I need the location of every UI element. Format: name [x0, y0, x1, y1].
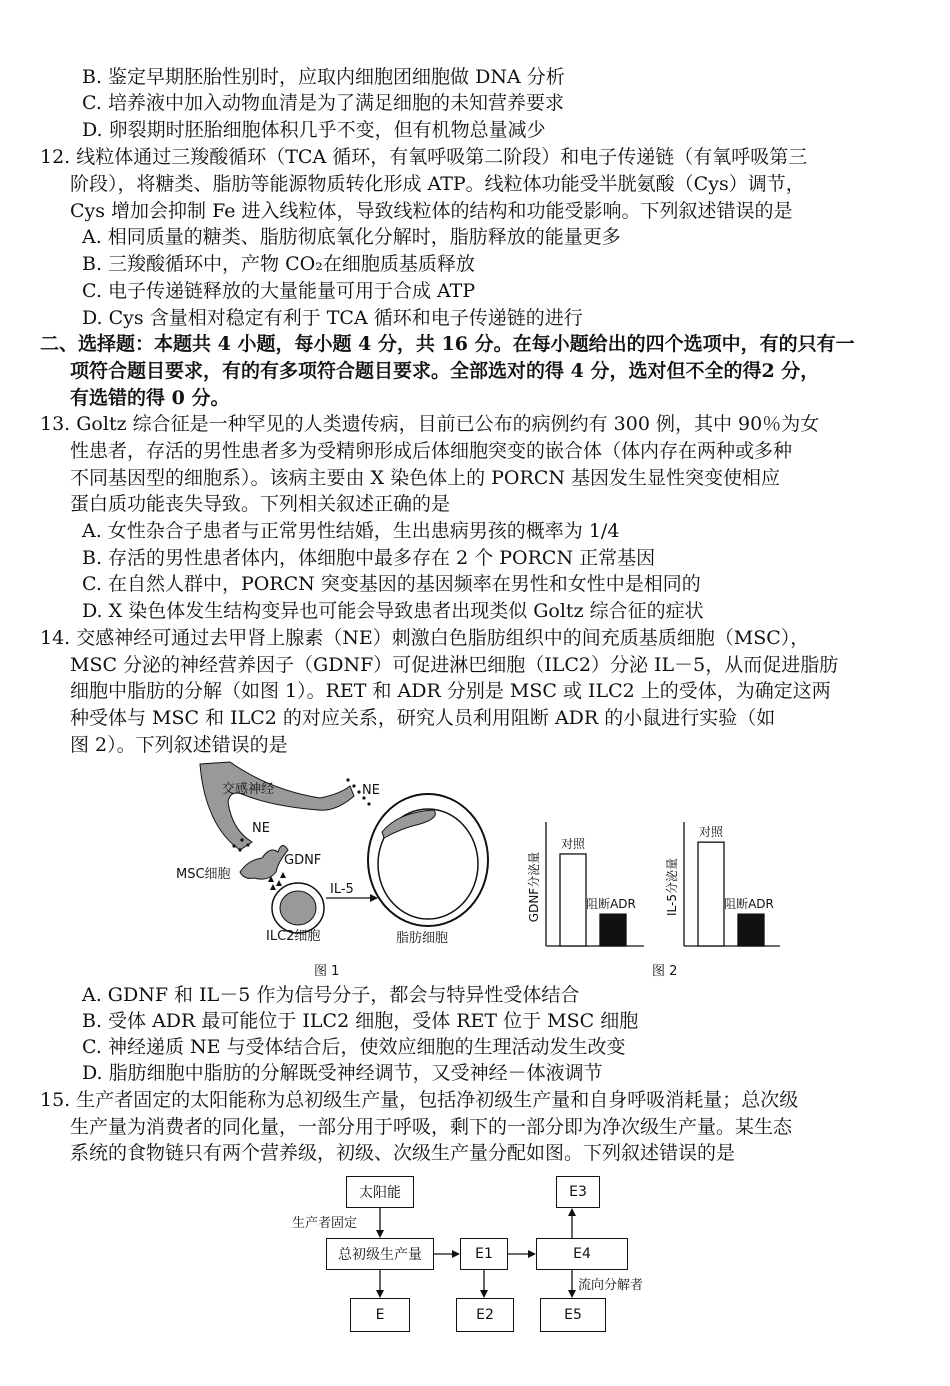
fat-cell-label: 脂肪细胞: [396, 931, 449, 946]
bar-label-block-adr: 阻断ADR: [724, 897, 774, 912]
q13-option-b: B. 存活的男性患者体内，体细胞中最多存在 2 个 PORCN 正常基因: [82, 547, 656, 569]
il5-label: IL-5: [330, 882, 354, 897]
figure-1-caption: 图 1: [314, 964, 340, 979]
flow-box-sun: 太阳能: [346, 1176, 414, 1208]
gdnf-label: GDNF: [284, 853, 322, 868]
ilc2-cell-nucleus: [280, 891, 316, 925]
q14-option-b: B. 受体 ADR 最可能位于 ILC2 细胞，受体 RET 位于 MSC 细胞: [82, 1010, 639, 1032]
flow-box-e4: E4: [536, 1238, 628, 1270]
q13-option-c: C. 在自然人群中，PORCN 突变基因的基因频率在男性和女性中是相同的: [82, 573, 701, 595]
flow-box-e1: E1: [460, 1238, 508, 1270]
q12-option-d: D. Cys 含量相对稳定有利于 TCA 循环和电子传递链的进行: [82, 307, 583, 329]
y-axis-label: IL-5分泌量: [665, 858, 679, 916]
q12-option-b: B. 三羧酸循环中，产物 CO₂在细胞质基质释放: [82, 253, 475, 275]
ilc2-cell-label: ILC2细胞: [266, 929, 321, 944]
q14-stem-line-5: 图 2）。下列叙述错误的是: [70, 734, 288, 756]
bar-control: [698, 842, 724, 946]
bar-block-adr: [738, 914, 764, 946]
bar-control: [560, 854, 586, 946]
flow-box-e5: E5: [540, 1298, 606, 1332]
q13-stem-line-3: 不同基因型的细胞系）。该病主要由 X 染色体上的 PORCN 基因发生显性突变使相应: [70, 467, 781, 489]
flow-label-producer-fix: 生产者固定: [292, 1216, 358, 1231]
q12-stem-line-3: Cys 增加会抑制 Fe 进入线粒体，导致线粒体的结构和功能受影响。下列叙述错误的是: [70, 200, 793, 222]
q14-stem-line-1: 14. 交感神经可通过去甲肾上腺素（NE）刺激白色脂肪组织中的间充质基质细胞（MSC），: [40, 627, 810, 649]
q11-option-b: B. 鉴定早期胚胎性别时，应取内细胞团细胞做 DNA 分析: [82, 66, 565, 88]
q14-stem-line-3: 细胞中脂肪的分解（如图 1）。RET 和 ADR 分别是 MSC 或 ILC2 上的受体，为确定这两: [70, 680, 831, 702]
flow-box-e2: E2: [456, 1298, 514, 1332]
q13-option-d: D. X 染色体发生结构变异也可能会导致患者出现类似 Goltz 综合征的症状: [82, 600, 704, 622]
q13-option-a: A. 女性杂合子患者与正常男性结婚，生出患病男孩的概率为 1/4: [82, 520, 620, 542]
flow-box-e: E: [350, 1298, 410, 1332]
msc-cell-label: MSC细胞: [176, 867, 231, 882]
sympathetic-nerve-shape: [200, 762, 354, 850]
ne-label-top: NE: [362, 783, 380, 798]
q13-stem-line-4: 蛋白质功能丧失导致。下列相关叙述正确的是: [70, 493, 451, 515]
flow-box-gpp: 总初级生产量: [326, 1238, 434, 1270]
section-2-header-line-3: 有选错的得 0 分。: [70, 387, 230, 409]
q14-option-c: C. 神经递质 NE 与受体结合后，使效应细胞的生理活动发生改变: [82, 1036, 626, 1058]
ne-label-mid: NE: [252, 821, 270, 836]
q13-stem-line-2: 性患者，存活的男性患者多为受精卵形成后体细胞突变的嵌合体（体内存在两种或多种: [70, 440, 793, 462]
q14-stem-line-2: MSC 分泌的神经营养因子（GDNF）可促进淋巴细胞（ILC2）分泌 IL－5，从而促进脂肪: [70, 654, 839, 676]
q12-option-a: A. 相同质量的糖类、脂肪彻底氧化分解时，脂肪释放的能量更多: [82, 226, 621, 248]
q15-stem-line-3: 系统的食物链只有两个营养级，初级、次级生产量分配如图。下列叙述错误的是: [70, 1142, 736, 1164]
section-2-header-line-1: 二、选择题：本题共 4 小题，每小题 4 分，共 16 分。在每小题给出的四个选项中，有的只有一: [40, 333, 855, 355]
q12-stem-line-2: 阶段），将糖类、脂肪等能源物质转化形成 ATP。线粒体功能受半胱氨酸（Cys）调节，: [70, 173, 805, 195]
flow-label-to-decomposer: 流向分解者: [578, 1278, 644, 1293]
y-axis-label: GDNF分泌量: [527, 851, 541, 923]
figure-1-diagram: [170, 760, 490, 950]
bar-label-control: 对照: [560, 836, 586, 851]
section-2-header-line-2: 项符合题目要求，有的有多项符合题目要求。全部选对的得 4 分，选对但不全的得2 分，: [70, 360, 820, 382]
q14-option-d: D. 脂肪细胞中脂肪的分解既受神经调节，又受神经－体液调节: [82, 1062, 603, 1084]
figure-2-charts: [520, 800, 780, 950]
bar-block-adr: [600, 914, 626, 946]
msc-cell-shape: [240, 845, 288, 879]
q14-option-a: A. GDNF 和 IL－5 作为信号分子，都会与特异性受体结合: [82, 984, 580, 1006]
q13-stem-line-1: 13. Goltz 综合征是一种罕见的人类遗传病，目前已公布的病例约有 300 例，其中 90％为女: [40, 413, 820, 435]
q12-stem-line-1: 12. 线粒体通过三羧酸循环（TCA 循环，有氧呼吸第二阶段）和电子传递链（有氧呼吸第三: [40, 146, 808, 168]
bar-label-control: 对照: [698, 825, 724, 840]
figure-2-caption: 图 2: [652, 964, 678, 979]
q15-stem-line-1: 15. 生产者固定的太阳能称为总初级生产量，包括净初级生产量和自身呼吸消耗量；总次级: [40, 1089, 799, 1111]
q12-option-c: C. 电子传递链释放的大量能量可用于合成 ATP: [82, 280, 476, 302]
chart-il5: [664, 822, 780, 946]
q15-stem-line-2: 生产量为消费者的同化量，一部分用于呼吸，剩下的一部分即为净次级生产量。某生态: [70, 1116, 793, 1138]
bar-label-block-adr: 阻断ADR: [586, 897, 636, 912]
chart-gdnf: [526, 822, 644, 946]
q11-option-d: D. 卵裂期时胚胎细胞体积几乎不变，但有机物总量减少: [82, 119, 546, 141]
q11-option-c: C. 培养液中加入动物血清是为了满足细胞的未知营养要求: [82, 92, 564, 114]
sympathetic-nerve-label: 交感神经: [222, 782, 275, 797]
flow-box-e3: E3: [556, 1176, 600, 1208]
q14-stem-line-4: 种受体与 MSC 和 ILC2 的对应关系，研究人员利用阻断 ADR 的小鼠进行实验（如: [70, 707, 776, 729]
